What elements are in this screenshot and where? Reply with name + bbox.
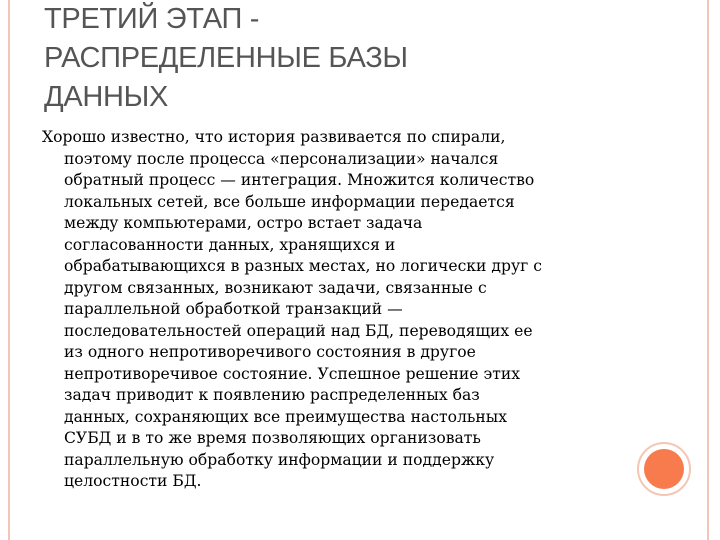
slide-title-line: РАСПРЕДЕЛЕННЫЕ БАЗЫ <box>44 42 408 74</box>
body-line: параллельную обработку информации и поддержку <box>64 450 495 469</box>
body-line: поэтому после процесса «персонализации» начался <box>64 149 499 168</box>
slide-body-paragraph <box>42 127 642 493</box>
body-line: согласованности данных, хранящихся и <box>64 235 396 254</box>
body-line: задач приводит к появлению распределенных баз <box>64 386 480 404</box>
body-line: другом связанных, возникают задачи, связанные с <box>64 278 487 297</box>
slide-title <box>44 0 644 117</box>
body-line: обрабатывающихся в разных местах, но логически друг с <box>64 257 543 275</box>
body-line: обратный процесс — интеграция. Множится количество <box>64 171 535 189</box>
body-line: СУБД и в то же время позволяющих организовать <box>64 429 481 447</box>
body-line: непротиворечивое состояние. Успешное решение этих <box>64 364 521 383</box>
decorative-circle-fill <box>644 449 684 489</box>
slide-title-line: ДАННЫХ <box>44 81 169 113</box>
body-line: целостности БД. <box>64 472 202 490</box>
body-line: локальных сетей, все больше информации передается <box>64 192 515 211</box>
body-line: параллельной обработкой транзакций — <box>64 300 403 318</box>
body-line: последовательностей операций над БД, переводящих ее <box>64 321 533 340</box>
body-line: данных, сохраняющих все преимущества настольных <box>64 407 507 426</box>
body-line: Хорошо известно, что история развивается по спирали, <box>42 128 506 146</box>
decorative-circle-ornament <box>637 442 691 496</box>
body-line: из одного непротиворечивого состояния в другое <box>64 343 476 361</box>
slide-title-line: ТРЕТИЙ ЭТАП - <box>44 3 260 35</box>
body-line: между компьютерами, остро встает задача <box>64 214 423 232</box>
